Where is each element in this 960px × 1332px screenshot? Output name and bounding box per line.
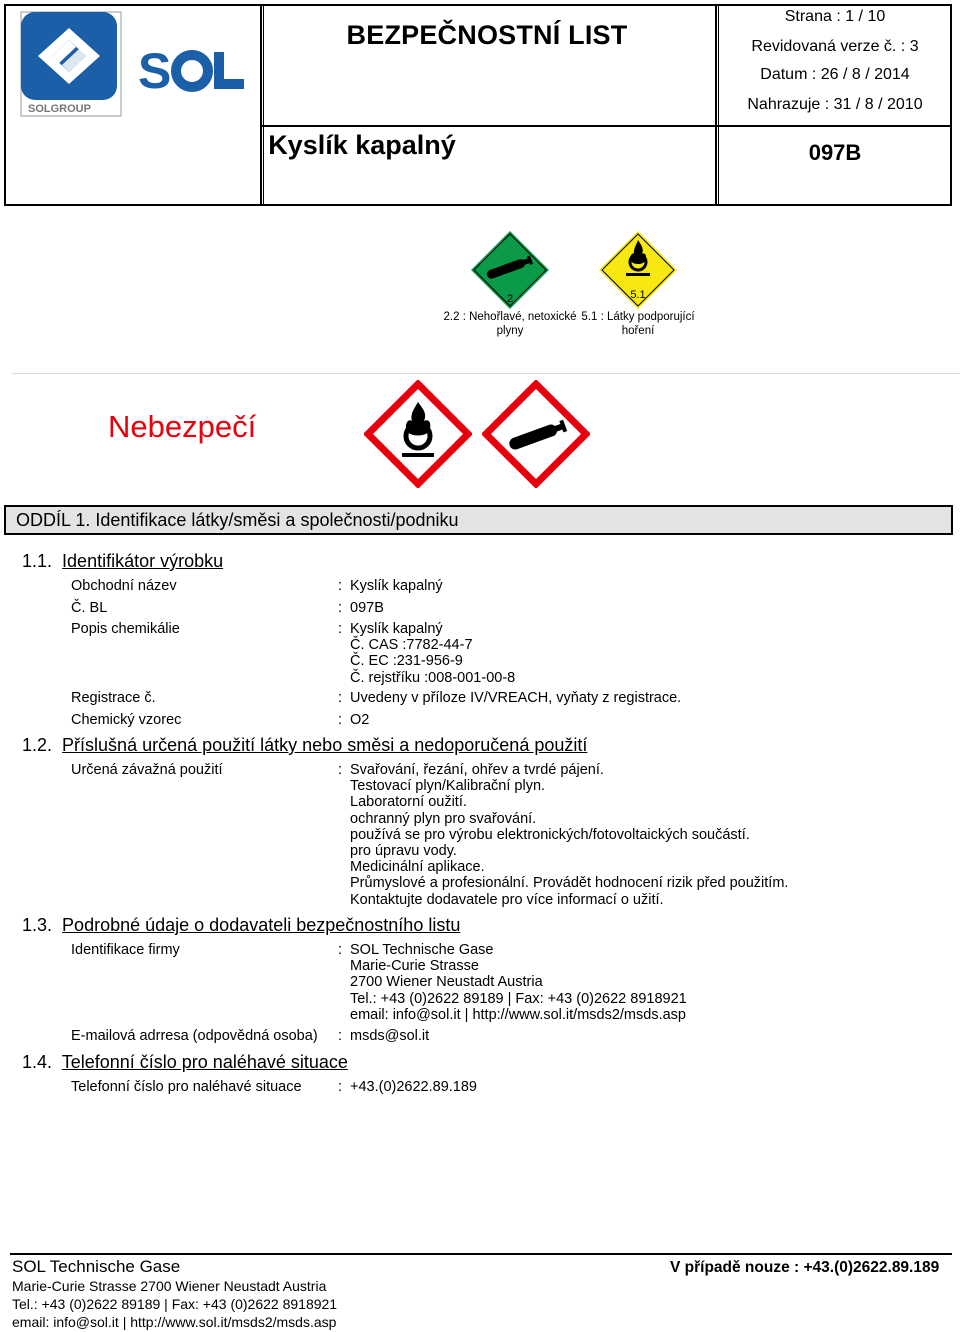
identified-uses-value: Svařování, řezání, ohřev a tvrdé pájení. Testovací plyn/Kalibrační plyn. Laboratorní oužití. ochranný plyn pro svařování. používá se pro výrobu elektronických/fotovoltaických součástí. pro úpravu vody. Medicinální aplikace. Průmyslové a profesionální. Provádět hodnocení rizik před použitím. Kontaktujte dodavatele pro více informací o užití. — [350, 762, 789, 908]
svg-text:S: S — [138, 43, 172, 99]
transport-class-2-2-pictogram — [470, 230, 550, 310]
responsible-email-label: E-mailová adrresa (odpovědná osoba) — [71, 1028, 318, 1044]
ghs03-oxidizer-pictogram — [364, 380, 472, 488]
section-1-header: ODDÍL 1. Identifikace látky/směsi a společnosti/podniku — [4, 505, 953, 535]
footer-address: Marie-Curie Strasse 2700 Wiener Neustadt Austria — [12, 1278, 327, 1294]
identified-uses-label: Určená závažná použití — [71, 762, 223, 778]
colon: : — [338, 578, 343, 594]
company-identification-label: Identifikace firmy — [71, 942, 180, 958]
responsible-email-value: msds@sol.it — [350, 1028, 430, 1044]
sol-logo — [18, 10, 248, 122]
revision-date: Datum : 26 / 8 / 2014 — [760, 66, 910, 83]
emergency-phone-value: +43.(0)2622.89.189 — [350, 1079, 477, 1095]
company-identification-value: SOL Technische Gase Marie-Curie Strasse 2700 Wiener Neustadt Austria Tel.: +43 (0)2622 89189 | Fax: +43 (0)2622 8918921 email: info@sol.it | http://www.sol.it/msds2/msds.asp — [350, 942, 687, 1023]
colon: : — [338, 712, 343, 728]
sds-number-label: Č. BL — [71, 600, 108, 616]
subsection-1-1-heading: 1.1. Identifikátor výrobku — [22, 551, 224, 571]
revision-version: Revidovaná verze č. : 3 — [751, 38, 919, 55]
svg-text:SOLGROUP: SOLGROUP — [28, 103, 91, 115]
colon: : — [338, 690, 343, 706]
chemical-formula-label: Chemický vzorec — [71, 712, 182, 728]
footer-web: email: info@sol.it | http://www.sol.it/msds2/msds.asp — [12, 1314, 337, 1330]
document-title: BEZPEČNOSTNÍ LIST — [346, 20, 628, 50]
divider — [12, 373, 960, 374]
subsection-1-3-heading: 1.3. Podrobné údaje o dodavateli bezpečnostního listu — [22, 915, 461, 935]
ghs04-gas-pictogram — [482, 380, 590, 488]
emergency-phone-label: Telefonní číslo pro naléhavé situace — [71, 1079, 302, 1095]
page-number: Strana : 1 / 10 — [784, 8, 886, 25]
footer-phone: Tel.: +43 (0)2622 89189 | Fax: +43 (0)2622 8918921 — [12, 1296, 338, 1312]
transport-caption-5-1: 5.1 : Látky podporující hoření — [581, 311, 695, 337]
colon: : — [338, 600, 343, 616]
registration-value: Uvedeny v příloze IV/VREACH, vyňaty z registrace. — [350, 690, 682, 706]
colon: : — [338, 1028, 343, 1044]
svg-text:2: 2 — [506, 293, 514, 305]
signal-word: Nebezpečí — [108, 409, 257, 444]
chemical-description-label: Popis chemikálie — [71, 621, 180, 637]
footer-emergency: V případě nouze : +43.(0)2622.89.189 — [670, 1259, 940, 1276]
sds-number-value: 097B — [350, 600, 384, 616]
chemical-formula-value: O2 — [350, 712, 370, 728]
product-title: Kyslík kapalný — [268, 130, 456, 160]
document-code: 097B — [808, 140, 862, 165]
subsection-1-4-heading: 1.4. Telefonní číslo pro naléhavé situace — [22, 1052, 348, 1072]
footer-company: SOL Technische Gase — [12, 1257, 181, 1276]
colon: : — [338, 1079, 343, 1095]
trade-name-label: Obchodní název — [71, 578, 177, 594]
registration-label: Registrace č. — [71, 690, 156, 706]
subsection-1-2-heading: 1.2. Příslušná určená použití látky nebo směsi a nedoporučená použití — [22, 735, 588, 755]
chemical-description-value: Kyslík kapalný Č. CAS :7782-44-7 Č. EC :231-956-9 Č. rejstříku :008-001-00-8 — [350, 621, 516, 686]
svg-text:5.1: 5.1 — [630, 289, 646, 301]
colon: : — [338, 762, 343, 778]
colon: : — [338, 621, 343, 637]
transport-class-5-1-pictogram — [598, 230, 678, 310]
trade-name-value: Kyslík kapalný — [350, 578, 443, 594]
colon: : — [338, 942, 343, 958]
footer-divider — [10, 1253, 952, 1255]
replaces-date: Nahrazuje : 31 / 8 / 2010 — [747, 96, 923, 113]
transport-caption-2-2: 2.2 : Nehořlavé, netoxické plyny — [443, 311, 577, 337]
